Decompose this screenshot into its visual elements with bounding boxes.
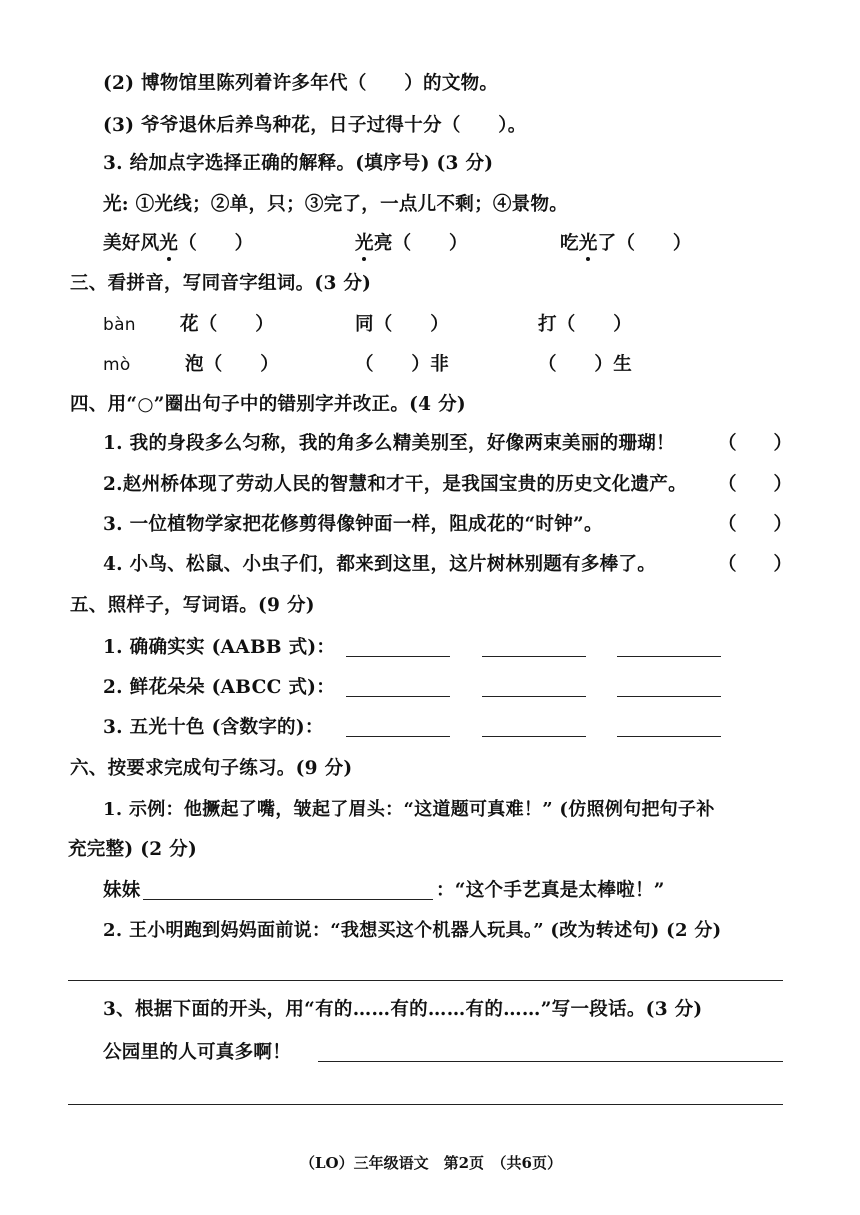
q3-word-1-after: （ ） (178, 233, 254, 254)
section4-answer-4[interactable]: （ ） (718, 554, 793, 575)
section5-item3-blank-1[interactable] (346, 736, 450, 737)
section4-sentence-4: 4. 小鸟、松鼠、小虫子们，都来到这里，这片树林别题有多棒了。 (103, 554, 657, 575)
q3-word-1-dotted: 光 (159, 233, 179, 254)
section3-row2-item3: （ ）生 (538, 354, 633, 375)
section6-q3-blank-1[interactable] (318, 1061, 783, 1062)
section6-q1-line2: 充完整) (2 分) (68, 839, 198, 860)
section6-q1-fill-start: 妹妹 (103, 880, 141, 901)
section4-answer-1[interactable]: （ ） (718, 433, 793, 454)
q3-word-3-dotted: 光 (578, 233, 598, 254)
section6-q3-start: 公园里的人可真多啊！ (103, 1042, 292, 1063)
q3-word-3 (560, 232, 692, 256)
section5-title: 五、照样子，写词语。(9 分) (70, 595, 315, 616)
section5-item-2: 2. 鲜花朵朵 (ABCC 式)： (103, 677, 336, 698)
section3-title: 三、看拼音，写同音字组词。(3 分) (70, 273, 372, 294)
section3-row2-item1: 泡（ ） (185, 354, 280, 375)
section6-q2-answer-line[interactable] (68, 980, 783, 981)
section6-q1-blank[interactable] (143, 899, 433, 900)
section3-row1-item3: 打（ ） (538, 314, 633, 335)
section3-row1-item1: 花（ ） (180, 314, 275, 335)
section3-row2-item2: （ ）非 (355, 354, 450, 375)
q3-definitions: 光: ①光线；②单，只；③完了，一点儿不剩；④景物。 (103, 194, 569, 215)
section5-item2-blank-2[interactable] (482, 696, 586, 697)
section6-q2: 2. 王小明跑到妈妈面前说：“我想买这个机器人玩具。” (改为转述句) (2 分) (103, 920, 722, 941)
q3-word-2 (355, 232, 468, 256)
q2-item-3: (3) 爷爷退休后养鸟种花，日子过得十分（ ）。 (103, 115, 527, 136)
section5-item1-blank-2[interactable] (482, 656, 586, 657)
q3-word-1 (103, 232, 253, 256)
section4-sentence-1: 1. 我的身段多么匀称，我的角多么精美别至，好像两束美丽的珊瑚！ (103, 433, 675, 454)
section4-title: 四、用“○”圈出句子中的错别字并改正。(4 分) (70, 394, 466, 415)
section5-item-1: 1. 确确实实 (AABB 式)： (103, 637, 336, 658)
q3-word-1-before: 美好风 (103, 233, 160, 254)
section5-item2-blank-1[interactable] (346, 696, 450, 697)
section3-row1-item2: 同（ ） (355, 314, 450, 335)
section5-item3-blank-3[interactable] (617, 736, 721, 737)
section5-item-3: 3. 五光十色 (含数字的)： (103, 717, 324, 738)
q3-word-2-dotted: 光 (355, 233, 374, 254)
page-footer: （LO）三年级语文 第2页 （共6页） (300, 1154, 562, 1172)
section3-pinyin-2: mò (103, 355, 131, 375)
section6-q1-line1: 1. 示例：他撅起了嘴，皱起了眉头：“这道题可真难！” (仿照例句把句子补 (103, 799, 715, 820)
section4-answer-2[interactable]: （ ） (718, 474, 793, 495)
section6-title: 六、按要求完成句子练习。(9 分) (70, 758, 353, 779)
q3-word-2-after: 亮（ ） (373, 233, 468, 254)
section4-answer-3[interactable]: （ ） (718, 514, 793, 535)
section5-item1-blank-1[interactable] (346, 656, 450, 657)
section5-item1-blank-3[interactable] (617, 656, 721, 657)
section4-sentence-2: 2.赵州桥体现了劳动人民的智慧和才干，是我国宝贵的历史文化遗产。 (103, 474, 687, 495)
q3-word-3-after: 了（ ） (597, 233, 692, 254)
section3-pinyin-1: bàn (103, 315, 136, 335)
q2-item-2: (2) 博物馆里陈列着许多年代（ ）的文物。 (103, 73, 499, 94)
section5-item3-blank-2[interactable] (482, 736, 586, 737)
section6-q1-fill-end: ：“这个手艺真是太棒啦！” (436, 880, 665, 901)
section6-q3: 3、根据下面的开头，用“有的……有的……有的……”写一段话。(3 分) (103, 999, 703, 1020)
section4-sentence-3: 3. 一位植物学家把花修剪得像钟面一样，阻成花的“时钟”。 (103, 514, 603, 535)
q3-title: 3. 给加点字选择正确的解释。(填序号) (3 分) (103, 153, 494, 174)
q3-word-3-before: 吃 (560, 233, 579, 254)
section6-q3-blank-2[interactable] (68, 1104, 783, 1105)
section5-item2-blank-3[interactable] (617, 696, 721, 697)
